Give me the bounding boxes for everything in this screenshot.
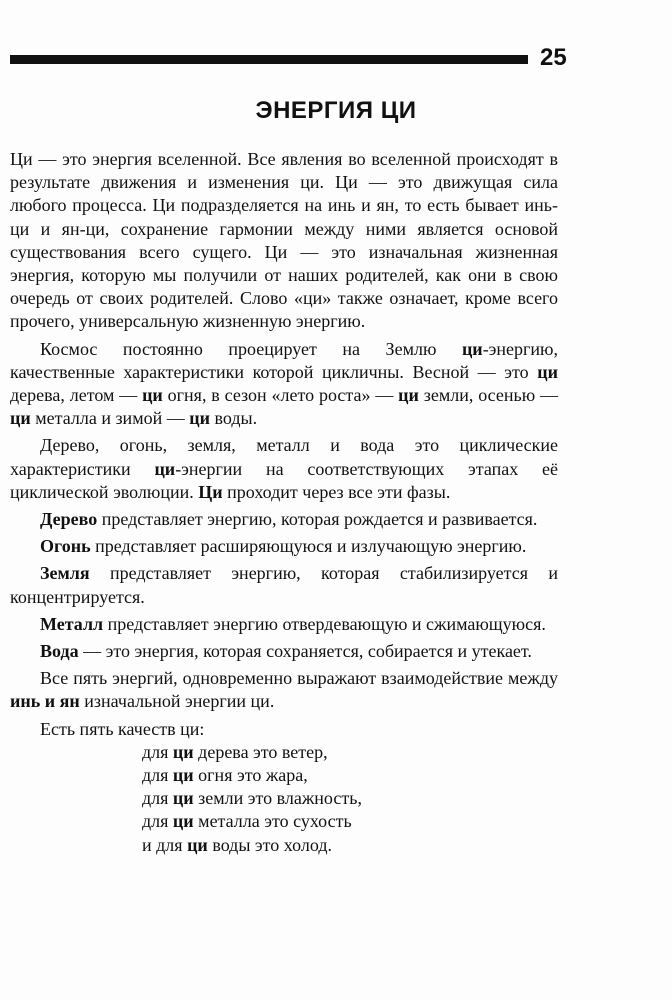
- paragraph-wood: Дерево представляет энергию, которая рождается и развивается.: [40, 509, 538, 530]
- list-item: и для ци воды это холод.: [142, 834, 332, 855]
- paragraph-water: Вода — это энергия, которая сохраняется, собирается и утекает.: [40, 641, 532, 662]
- list-item: для ци земли это влажность,: [142, 788, 362, 809]
- paragraph-metal: Металл представляет энергию отвердевающую и сжимающуюся.: [40, 613, 546, 634]
- body-text: [10, 148, 558, 857]
- paragraph-3: Дерево, огонь, земля, металл и вода это циклические характеристики ци-энергии на соответствующих этапах её циклической эволюции. Ци проходит через все эти фазы.: [10, 435, 559, 502]
- paragraph-1: Ци — это энергия вселенной. Все явления во вселенной происходят в результате движения и изменения ци. Ци — это движущая сила любого процесса. Ци подразделяется на инь и ян, то есть бывает инь-ци и ян-ци, сохранение гармонии между ними является основой существования всего сущего. Ци — это изначальная жизненная энергия, которую мы получили от наших родителей, как они в свою очередь от своих родителей. Слово «ци» также означает, кроме всего прочего, универсальную жизненную энергию.: [10, 149, 558, 332]
- chapter-title: ЭНЕРГИЯ ЦИ: [255, 97, 417, 124]
- header-rule: [10, 55, 528, 64]
- paragraph-fire: Огонь представляет расширяющуюся и излучающую энергию.: [40, 536, 527, 557]
- list-item: для ци дерева это ветер,: [142, 741, 328, 762]
- list-item: для ци металла это сухость: [142, 811, 352, 832]
- paragraph-yin-yang: Все пять энергий, одновременно выражают взаимодействие между инь и ян изначальной энергии ци.: [10, 668, 558, 712]
- page-number: 25: [540, 44, 567, 71]
- list-item: для ци огня это жара,: [142, 765, 308, 786]
- paragraph-2: Космос постоянно проецирует на Землю ци-энергию, качественные характеристики которой цикличны. Весной — это ци дерева, летом — ци огня, в сезон «лето роста» — ци земли, осенью — ци металла и зимой — ци воды.: [10, 338, 558, 429]
- qualities-list: [10, 741, 558, 857]
- paragraph-earth: Земля представляет энергию, которая стабилизируется и концентрируется.: [10, 563, 558, 607]
- paragraph-qualities-intro: Есть пять качеств ци:: [40, 718, 205, 739]
